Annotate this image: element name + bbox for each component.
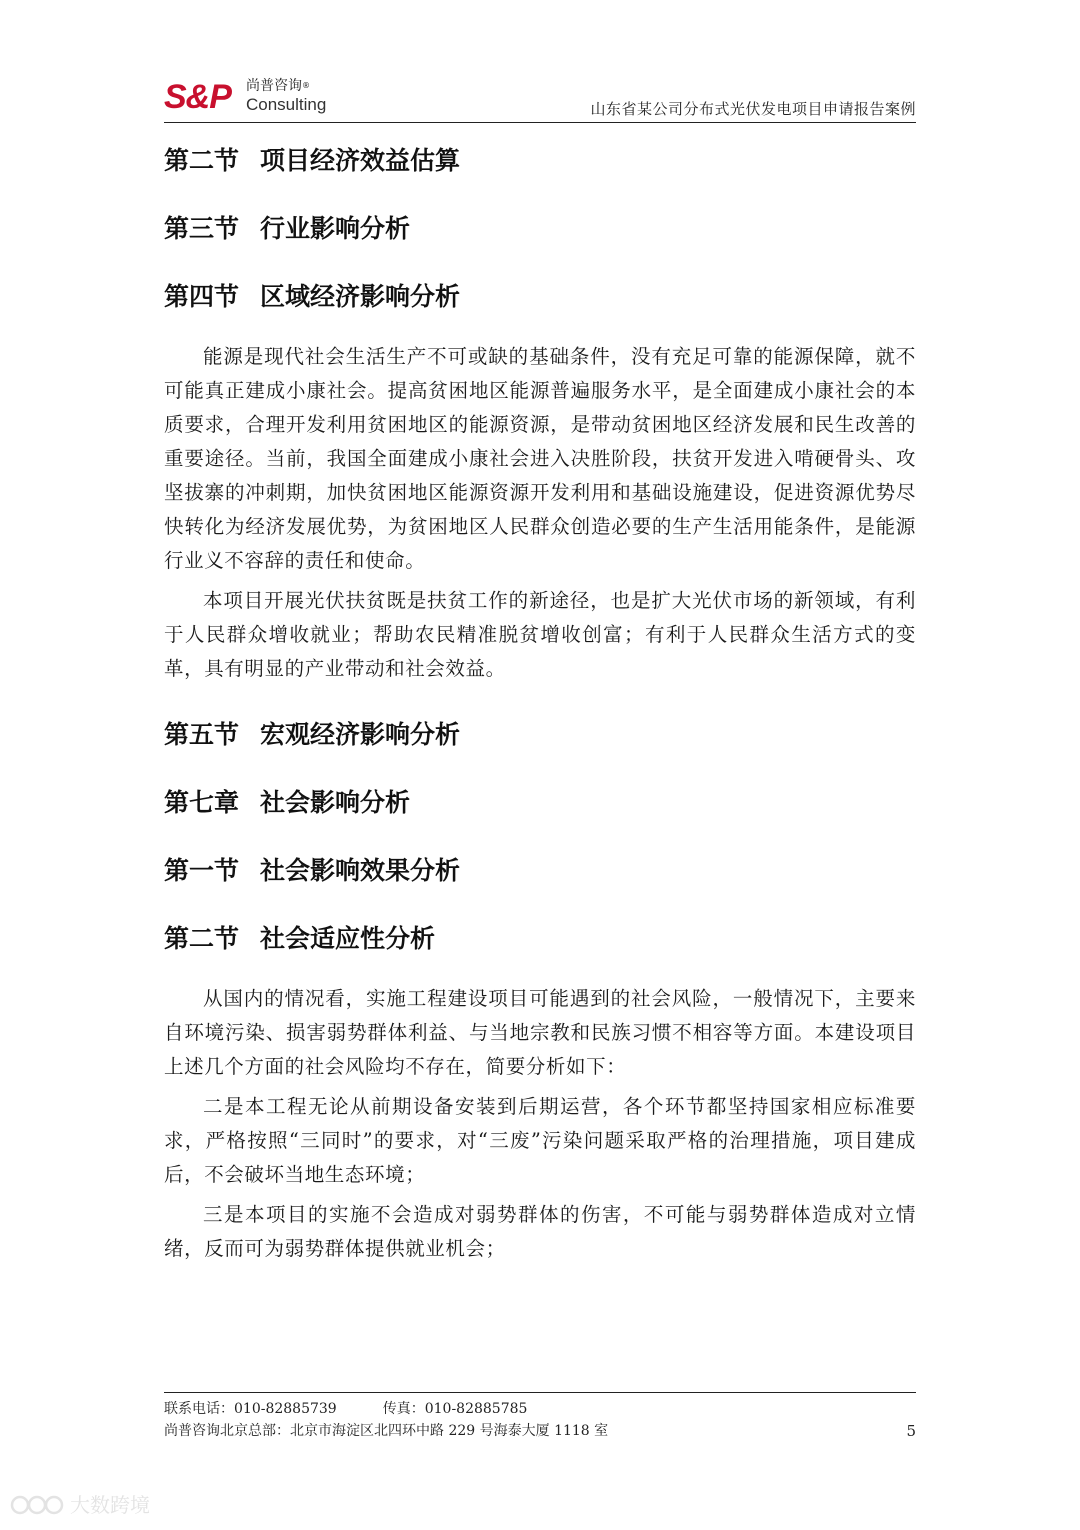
footer-phone: 联系电话：010-82885739 (164, 1401, 337, 1417)
body-paragraph: 能源是现代社会生活生产不可或缺的基础条件，没有充足可靠的能源保障，就不可能真正建成小康社会。提高贫困地区能源普遍服务水平，是全面建成小康社会的本质要求，合理开发利用贫困地区的能源资源，是带动贫困地区经济发展和民生改善的重要途径。当前，我国全面建成小康社会进入决胜阶段，扶贫开发进入啃硬骨头、攻坚拔寨的冲刺期，加快贫困地区能源资源开发利用和基础设施建设，促进资源优势尽快转化为经济发展优势，为贫困地区人民群众创造必要的生产生活用能条件，是能源行业义不容辞的责任和使命。 (164, 345, 916, 572)
logo-english-name: Consulting (246, 95, 327, 114)
section-heading: 第二节 项目经济效益估算 (164, 146, 461, 175)
page-number: 5 (906, 1422, 916, 1440)
chapter-heading: 第七章 社会影响分析 (164, 788, 411, 817)
body-paragraph: 三是本项目的实施不会造成对弱势群体的伤害，不可能与弱势群体造成对立情绪，反而可为弱势群体提供就业机会； (164, 1203, 916, 1260)
section-heading: 第一节 社会影响效果分析 (164, 856, 461, 885)
body-paragraph: 二是本工程无论从前期设备安装到后期运营，各个环节都坚持国家相应标准要求，严格按照“三同时”的要求，对“三废”污染问题采取严格的治理措施，项目建成后，不会破坏当地生态环境； (164, 1095, 916, 1186)
watermark (10, 1493, 150, 1517)
footer-fax: 传真：010-82885785 (382, 1401, 528, 1417)
footer-address: 尚普咨询北京总部：北京市海淀区北四环中路 229 号海泰大厦 1118 室 (164, 1423, 609, 1439)
watermark-text: 大数跨境 (70, 1493, 150, 1517)
header-divider (164, 122, 916, 123)
company-logo (164, 76, 364, 120)
report-title: 山东省某公司分布式光伏发电项目申请报告案例 (590, 100, 916, 118)
section-heading: 第三节 行业影响分析 (164, 214, 411, 243)
section-heading: 第五节 宏观经济影响分析 (164, 720, 461, 749)
footer-contact (164, 1400, 527, 1418)
page-content (164, 140, 916, 1266)
section-heading: 第四节 区域经济影响分析 (164, 282, 461, 311)
body-paragraph: 从国内的情况看，实施工程建设项目可能遇到的社会风险，一般情况下，主要来自环境污染、损害弱势群体利益、与当地宗教和民族习惯不相容等方面。本建设项目上述几个方面的社会风险均不存在，简要分析如下： (164, 987, 916, 1078)
section-heading: 第二节 社会适应性分析 (164, 924, 436, 953)
body-paragraph: 本项目开展光伏扶贫既是扶贫工作的新途径，也是扩大光伏市场的新领域，有利于人民群众增收就业；帮助农民精准脱贫增收创富；有利于人民群众生活方式的变革，具有明显的产业带动和社会效益。 (164, 589, 916, 680)
watermark-logo-icon (10, 1493, 66, 1517)
logo-mark: S&P (164, 78, 231, 116)
logo-chinese-name: 尚普咨询® (246, 78, 310, 94)
footer-divider (164, 1392, 916, 1393)
